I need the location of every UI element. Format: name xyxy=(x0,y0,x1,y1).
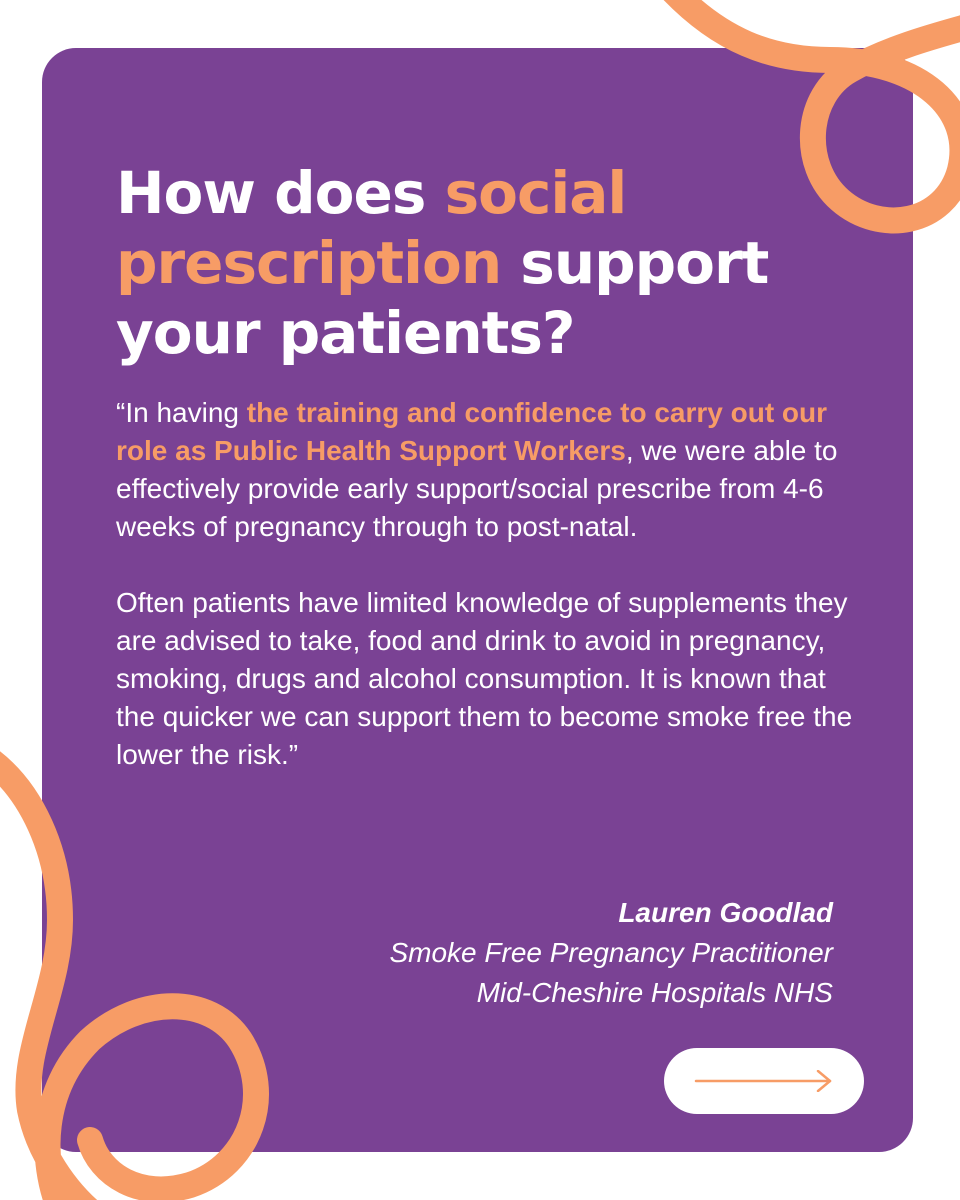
title-part-1: How does xyxy=(116,159,445,227)
quote-paragraph-1 xyxy=(116,394,856,546)
quote-p1-start: “In having xyxy=(116,397,247,428)
author-organisation: Mid-Cheshire Hospitals NHS xyxy=(476,977,833,1008)
next-button[interactable] xyxy=(664,1048,864,1114)
title-part-2: support your patients? xyxy=(116,229,769,367)
quote-paragraph-2: Often patients have limited knowledge of supplements they are advised to take, food and drink to avoid in pregnancy, smoking, drugs and alcohol consumption. It is known that the quicker we can support them to become smoke free the lower the risk.” xyxy=(116,587,853,770)
testimonial-quote xyxy=(116,394,856,812)
page-title xyxy=(116,158,876,368)
title-highlight: social prescription xyxy=(116,159,627,297)
quote-highlight: the training and confidence to carry out our role as Public Health Support Workers xyxy=(116,397,828,466)
author-role: Smoke Free Pregnancy Practitioner xyxy=(389,937,833,968)
author-name: Lauren Goodlad xyxy=(618,897,833,928)
quote-p1-end: , we were able to effectively provide early support/social prescribe from 4-6 weeks of pregnancy through to post-natal. xyxy=(116,435,838,542)
arrow-right-icon xyxy=(694,1070,834,1092)
attribution xyxy=(389,893,833,1013)
